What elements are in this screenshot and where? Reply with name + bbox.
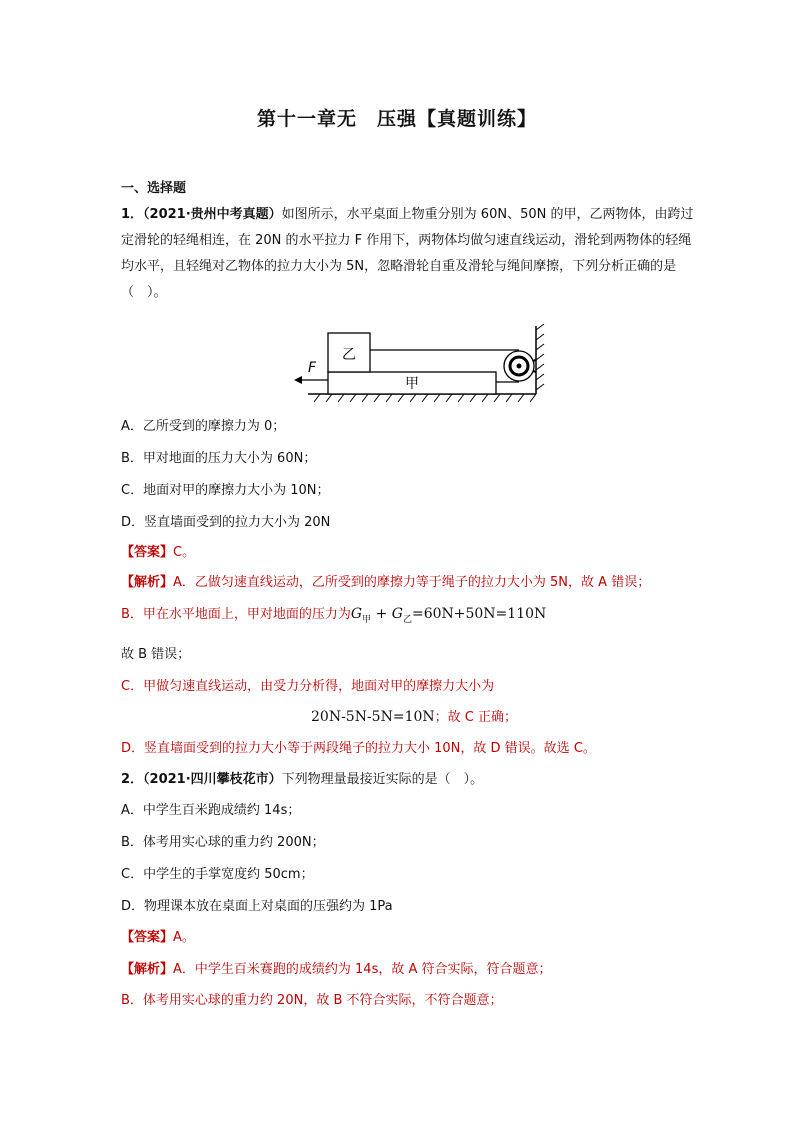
question-2-analysis-b: B．体考用实心球的重力约 20N，故 B 不符合实际，不符合题意； [121, 993, 503, 1008]
question-1-answer [121, 541, 195, 560]
page-title: 第十一章无 压强【真题训练】 [256, 108, 537, 130]
question-2-analysis-a [121, 958, 552, 977]
force-label: F [308, 360, 317, 376]
question-1-text: 如图所示，水平桌面上物重分别为 60N、50N 的甲，乙两物体，由跨过定滑轮的轻绳相连，在 20N 的水平拉力 F 作用下，两物体均做匀速直线运动，滑轮到两物体的轻绳均水平，且轻绳对乙物体的拉力大小为 5N，忽略滑轮自重及滑轮与绳间摩擦，下列分析正确的是（ ）。 [121, 207, 694, 300]
pulley-axle [517, 364, 522, 369]
formula-rest: =60N+50N=110N [411, 606, 547, 622]
question-2-stem [121, 768, 483, 787]
block-yi-label: 乙 [342, 347, 356, 363]
question-1-analysis-c-formula-line [311, 706, 517, 725]
force-arrowhead [294, 376, 302, 384]
question-1-analysis-b-end: 故 B 错误； [121, 647, 191, 662]
analysis-label: 【解析】 [121, 962, 174, 977]
question-1-analysis-a [121, 571, 650, 590]
question-1-analysis-d: D．竖直墙面受到的拉力大小等于两段绳子的拉力大小 10N，故 D 错误。故选 C。 [121, 741, 596, 756]
analysis-b-text: B．甲在水平地面上，甲对地面的压力为 [121, 607, 351, 622]
analysis-label: 【解析】 [121, 575, 174, 590]
question-1-analysis-c: C．甲做匀速直线运动，由受力分析得，地面对甲的摩擦力大小为 [121, 679, 495, 694]
question-2-option-c: C．中学生的手掌宽度约 50cm； [121, 867, 314, 882]
question-2-source: 2．（2021·四川攀枝花市） [121, 772, 282, 787]
formula-plus: + [375, 606, 388, 622]
analysis-c-formula: 20N-5N-5N=10N [311, 709, 435, 725]
question-2-option-b: B．体考用实心球的重力约 200N； [121, 835, 325, 850]
block-jia-label: 甲 [405, 376, 419, 392]
ground-hatch [314, 394, 536, 402]
formula-g1: G [350, 606, 363, 622]
question-1-stem [121, 202, 701, 306]
answer-value: A。 [173, 930, 195, 945]
question-1-option-b: B．甲对地面的压力大小为 60N； [121, 451, 317, 466]
answer-value: C。 [173, 545, 196, 560]
section-heading: 一、选择题 [121, 181, 187, 196]
question-1-option-d: D．竖直墙面受到的拉力大小为 20N [121, 515, 331, 530]
analysis-a-text: A．中学生百米赛跑的成绩约为 14s，故 A 符合实际，符合题意； [173, 962, 552, 977]
question-1-source: 1．（2021·贵州中考真题） [121, 207, 282, 222]
answer-label: 【答案】 [121, 545, 174, 560]
answer-label: 【答案】 [121, 930, 174, 945]
question-1-figure [290, 324, 550, 404]
analysis-a-text: A．乙做匀速直线运动，乙所受到的摩擦力等于绳子的拉力大小为 5N，故 A 错误； [173, 575, 651, 590]
question-2-text: 下列物理量最接近实际的是（ ）。 [281, 772, 484, 787]
analysis-b-formula [350, 606, 547, 625]
formula-sub-jia: 甲 [362, 614, 372, 625]
question-2-option-a: A．中学生百米跑成绩约 14s； [121, 803, 301, 818]
question-1-analysis-b [121, 603, 546, 625]
wall-hatch [536, 324, 544, 390]
question-1-option-c: C．地面对甲的摩擦力大小为 10N； [121, 483, 330, 498]
formula-sub-yi: 乙 [402, 614, 412, 625]
question-2-answer [121, 926, 195, 945]
question-2-option-d: D．物理课本放在桌面上对桌面的压强约为 1Pa [121, 899, 393, 914]
formula-g2: G [391, 606, 403, 622]
analysis-c-end: ；故 C 正确； [434, 710, 517, 725]
question-1-option-a: A．乙所受到的摩擦力为 0； [121, 419, 286, 434]
